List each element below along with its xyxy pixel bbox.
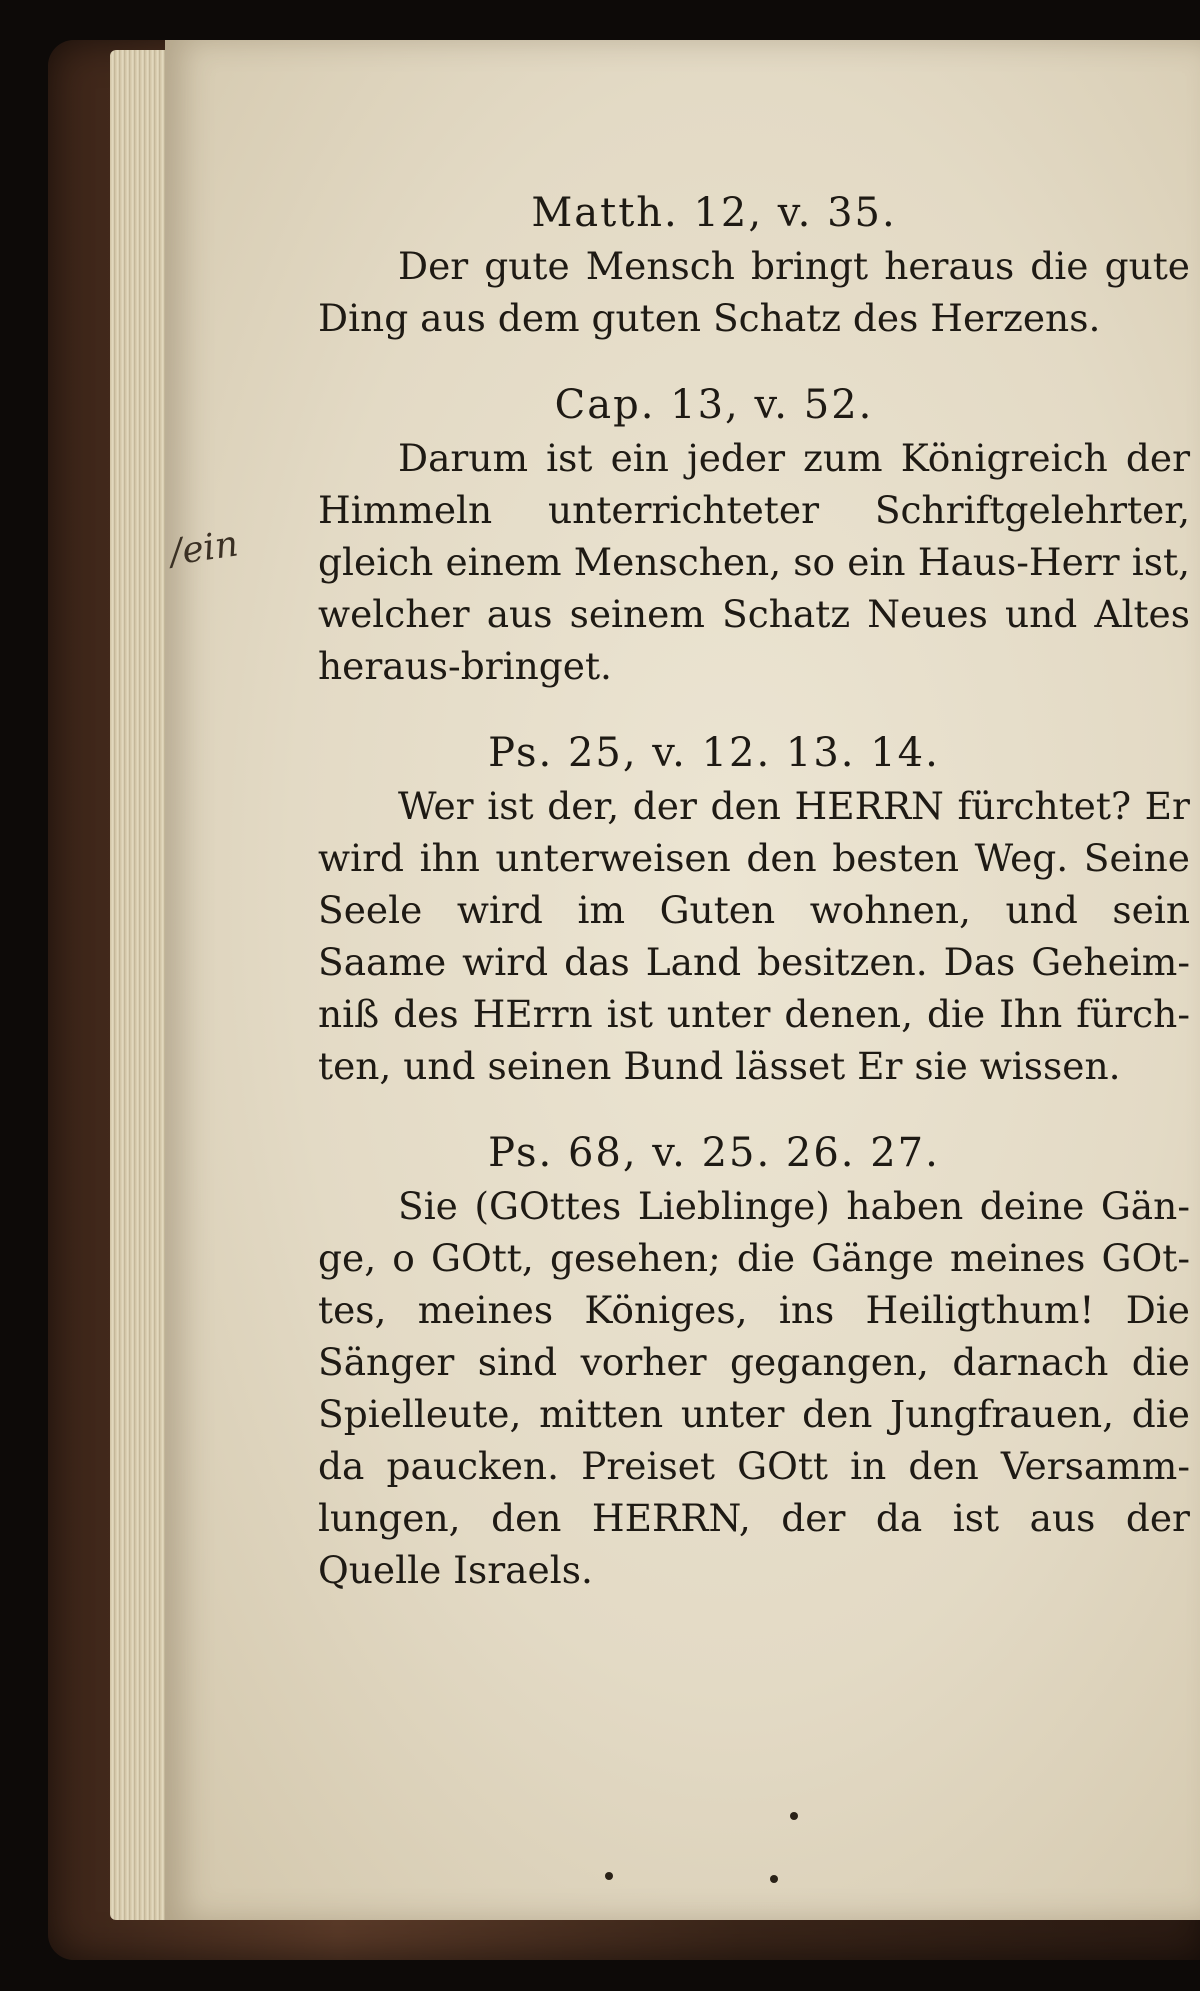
ink-speck bbox=[770, 1875, 778, 1883]
scripture-passage: Darum ist ein jeder zum Königreich der Himmeln unterrichteter Schriftgelehrter, gleich einem Menschen, so ein Haus-Herr ist, welcher aus seinem Schatz Neues und Altes heraus-bringet. bbox=[318, 436, 1190, 688]
page-text-block bbox=[318, 190, 1190, 1596]
scripture-reference: Ps. 68, v. 25. 26. 27. bbox=[488, 1130, 940, 1176]
scripture-reference: Ps. 25, v. 12. 13. 14. bbox=[488, 730, 940, 776]
ink-speck bbox=[605, 1872, 613, 1880]
handwritten-marginal-note: /ein bbox=[167, 523, 241, 574]
scripture-reference: Cap. 13, v. 52. bbox=[554, 382, 874, 428]
scripture-passage: Der gute Mensch bringt heraus die gute Ding aus dem guten Schatz des Herzens. bbox=[318, 244, 1190, 340]
scripture-passage: Sie (GOttes Lieblinge) haben deine Gän-ge, o GOtt, gesehen; die Gänge meines GOt-tes, meines Königes, ins Heiligthum! Die Sänger sind vorher gegangen, darnach die Spielleute, mitten unter den Jungfrauen, die da paucken. Preiset GOtt in den Versamm-lungen, den HERRN, der da ist aus der Quelle Israels. bbox=[318, 1184, 1190, 1592]
ink-speck bbox=[790, 1812, 798, 1820]
scripture-passage: Wer ist der, der den HERRN fürchtet? Er wird ihn unterweisen den besten Weg. Seine Seele wird im Guten wohnen, und sein Saame wird das Land besitzen. Das Geheim-niß des HErrn ist unter denen, die Ihn fürch-ten, und seinen Bund lässet Er sie wissen. bbox=[318, 784, 1190, 1088]
scripture-reference: Matth. 12, v. 35. bbox=[531, 190, 897, 236]
